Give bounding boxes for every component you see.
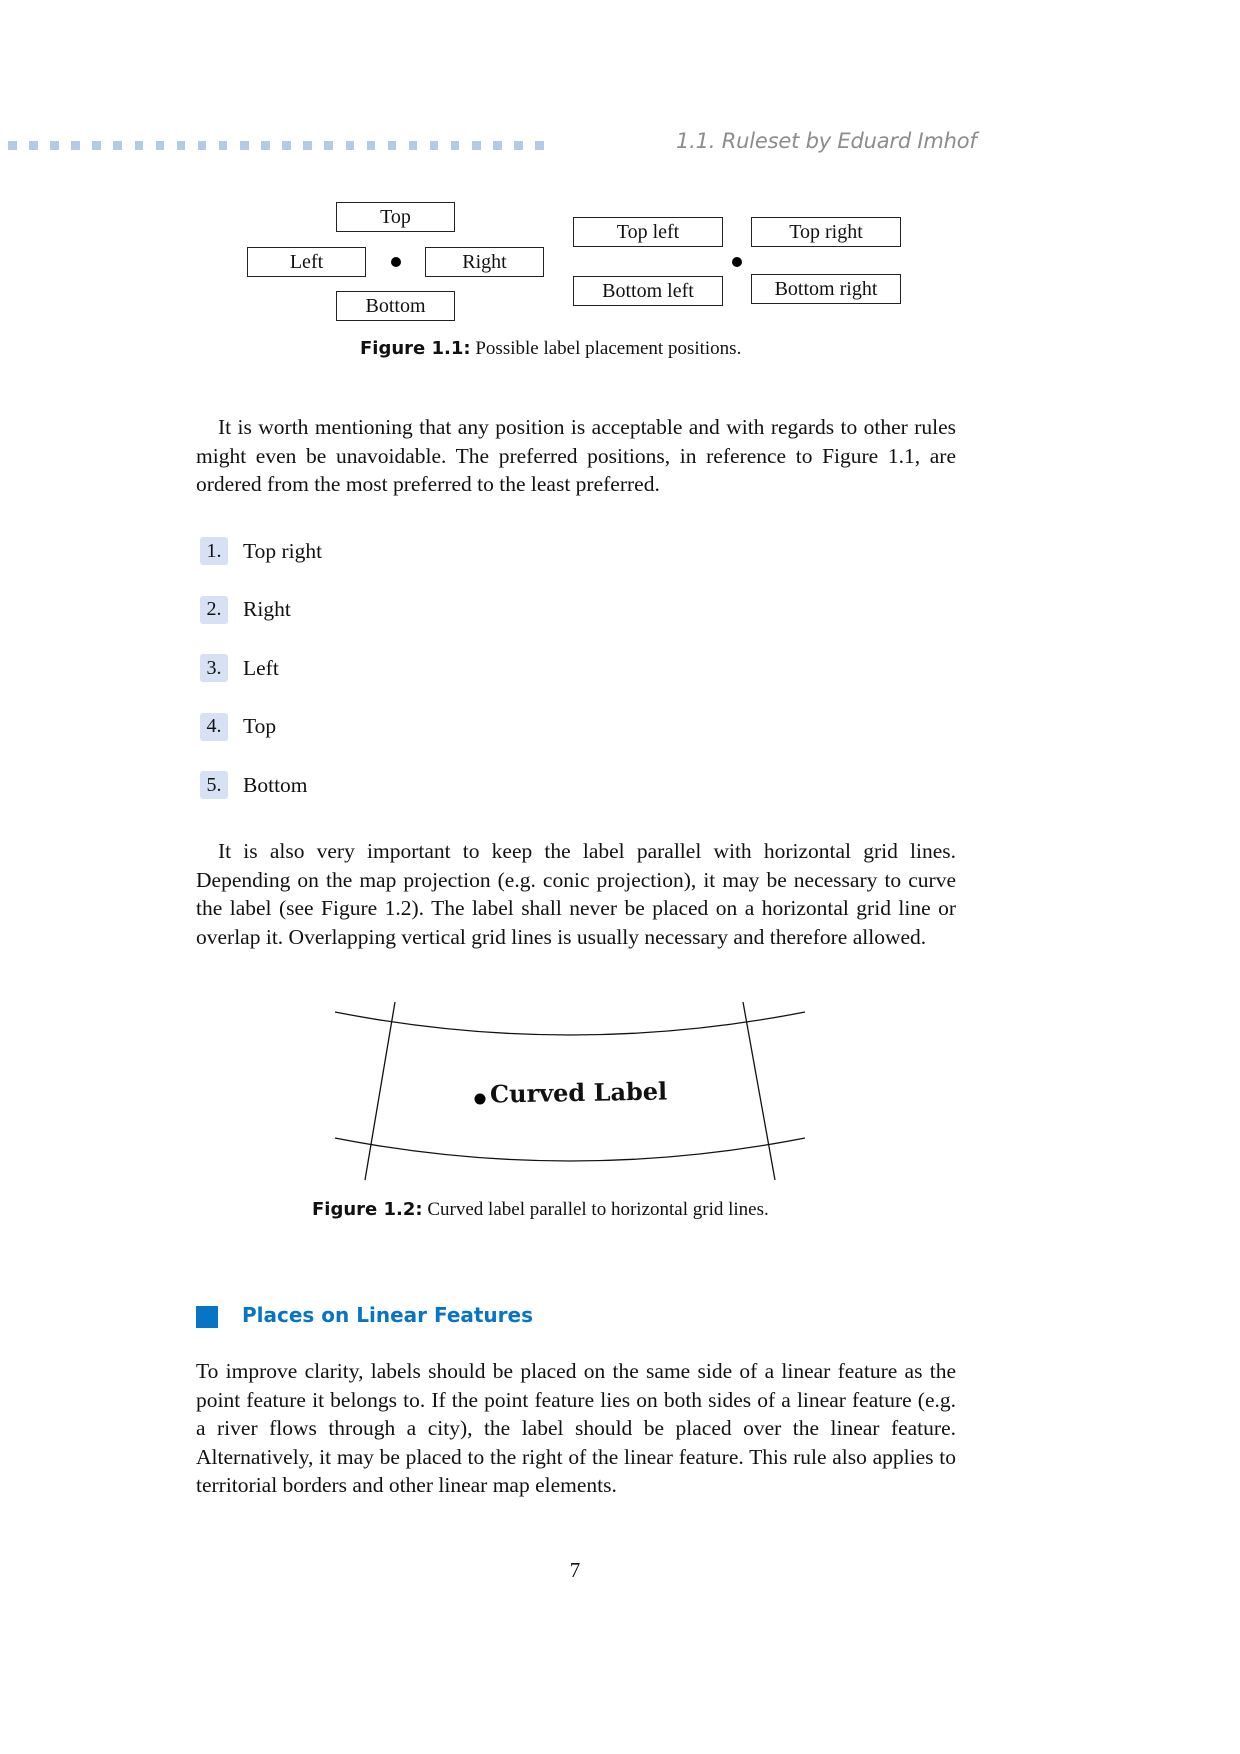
header-dot xyxy=(92,141,101,150)
header-dot xyxy=(367,141,376,150)
list-number-badge: 5. xyxy=(200,771,228,799)
header-dot xyxy=(514,141,523,150)
list-number-badge: 3. xyxy=(200,654,228,682)
section-heading: Places on Linear Features xyxy=(242,1303,534,1327)
label-box-bottom: Bottom xyxy=(336,291,455,321)
list-item-label: Top right xyxy=(243,538,323,563)
header-dot xyxy=(156,141,165,150)
header-dot xyxy=(430,141,439,150)
header-dot xyxy=(8,141,17,150)
label-box-bottom-left: Bottom left xyxy=(573,276,723,306)
list-number-badge: 1. xyxy=(200,537,228,565)
body-paragraph: To improve clarity, labels should be placed on the same side of a linear feature as the point feature it belongs to. If the point feature lies on both sides of a linear feature (e.g. a river flows through a city), the label should be placed over the linear feature. Alternatively, it may be placed to the right of the linear feature. This rule also applies to territorial borders and other linear map elements. xyxy=(196,1359,956,1497)
page-number: 7 xyxy=(569,1558,581,1582)
label-box-left: Left xyxy=(247,247,366,277)
header-dot xyxy=(177,141,186,150)
header-dot xyxy=(219,141,228,150)
list-item-label: Right xyxy=(243,597,291,621)
label-box-bottom-right: Bottom right xyxy=(751,274,901,304)
list-number-badge: 2. xyxy=(200,596,228,624)
header-dot xyxy=(409,141,418,150)
header-dot xyxy=(240,141,249,150)
label-box-top-right: Top right xyxy=(751,217,901,247)
point-marker xyxy=(732,257,742,267)
header-dot xyxy=(71,141,80,150)
header-dot xyxy=(29,141,38,150)
list-item-label: Bottom xyxy=(243,772,308,797)
header-dot xyxy=(303,141,312,150)
header-dot xyxy=(346,141,355,150)
figure-1-2-caption xyxy=(312,1199,769,1221)
body-paragraph: It is worth mentioning that any position is acceptable and with regards to other rules might even be unavoidable. The preferred positions, in reference to Figure 1.1, are ordered from the most preferred to the least preferred. xyxy=(196,415,956,496)
header-dot xyxy=(50,141,59,150)
list-item xyxy=(200,770,322,800)
caption-label: Figure 1.1: xyxy=(360,338,471,359)
figure-1-1-caption xyxy=(360,338,741,360)
point-marker xyxy=(391,257,401,267)
list-item-label: Top xyxy=(243,714,277,738)
list-item xyxy=(200,595,322,625)
header-dot xyxy=(493,141,502,150)
caption-text: Curved label parallel to horizontal grid lines. xyxy=(427,1199,769,1220)
label-box-top-left: Top left xyxy=(573,217,723,247)
header-dot xyxy=(535,141,544,150)
header-dot-rule xyxy=(8,141,544,150)
header-dot xyxy=(388,141,397,150)
header-dot xyxy=(472,141,481,150)
preference-list xyxy=(200,536,322,829)
section-marker-square xyxy=(196,1306,218,1328)
curved-label-text: Curved Label xyxy=(489,1076,668,1109)
label-box-top: Top xyxy=(336,202,455,232)
list-item xyxy=(200,712,322,742)
list-item-label: Left xyxy=(243,655,279,680)
caption-label: Figure 1.2: xyxy=(312,1199,423,1220)
header-dot xyxy=(261,141,270,150)
header-dot xyxy=(113,141,122,150)
header-dot xyxy=(282,141,291,150)
header-dot xyxy=(451,141,460,150)
header-dot xyxy=(324,141,333,150)
running-header-title: 1.1. Ruleset by Eduard Imhof xyxy=(676,129,977,153)
body-paragraph: It is also very important to keep the label parallel with horizontal grid lines. Depending on the map projection (e.g. conic projection), it may be necessary to curve the label (see Figure 1.2). The label shall never be placed on a horizontal grid line or overlap it. Overlapping vertical grid lines is usually necessary and therefore allowed. xyxy=(196,839,956,949)
header-dot xyxy=(198,141,207,150)
label-box-right: Right xyxy=(425,247,544,277)
caption-text: Possible label placement positions. xyxy=(475,338,742,359)
list-item xyxy=(200,653,322,683)
list-item xyxy=(200,536,322,566)
list-number-badge: 4. xyxy=(200,713,228,741)
header-dot xyxy=(135,141,144,150)
